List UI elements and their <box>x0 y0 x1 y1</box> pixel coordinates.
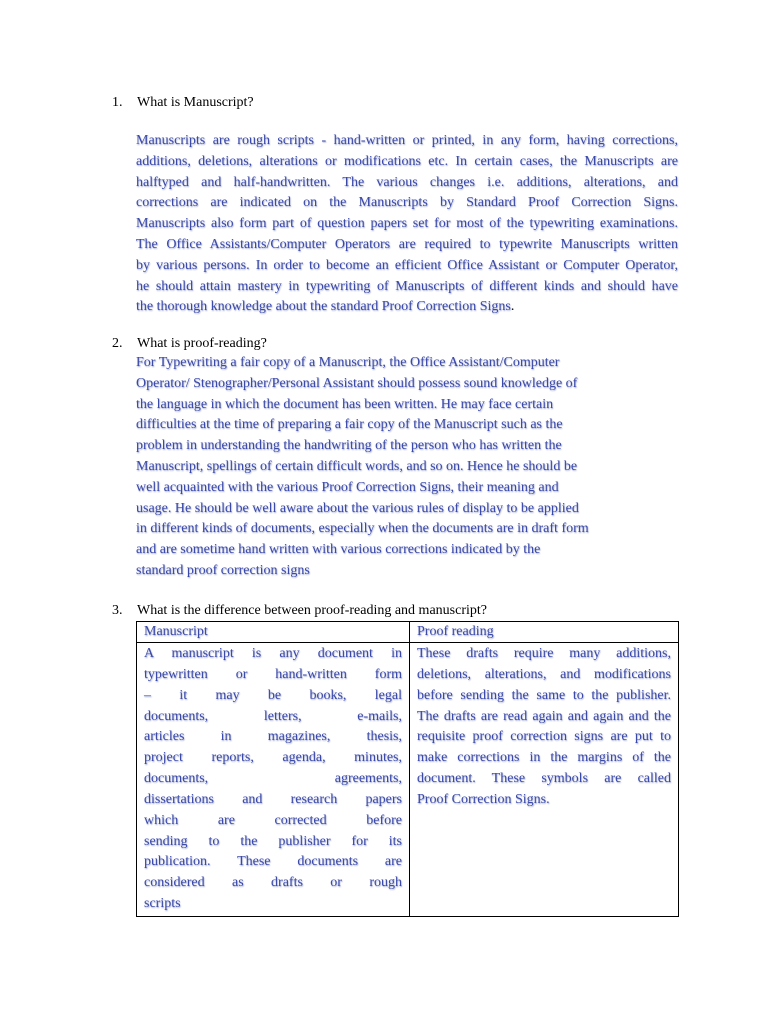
answer-2-line: usage. He should be well aware about the various rules of display to be applied <box>136 500 579 516</box>
cell-line: dissertations and research papers <box>144 791 402 807</box>
answer-2-line: and are sometime hand written with various corrections indicated by the <box>136 542 541 558</box>
table-row <box>137 643 679 917</box>
cell-line: deletions, alterations, and modifications <box>417 666 671 682</box>
answer-1 <box>136 131 678 318</box>
cell-line: sending to the publisher for its <box>144 833 402 849</box>
cell-line: considered as drafts or rough <box>144 875 402 891</box>
cell-line: make corrections in the margins of the <box>417 750 671 766</box>
comparison-table <box>136 621 679 917</box>
cell-line: Proof Correction Signs. <box>417 791 550 807</box>
answer-2-line: For Typewriting a fair copy of a Manuscript, the Office Assistant/Computer <box>136 355 560 370</box>
cell-proof-reading <box>410 643 679 917</box>
cell-line: articles in magazines, thesis, <box>144 729 402 745</box>
answer-1-line: Manuscripts are rough scripts - hand-written or printed, in any form, having corrections, <box>136 133 678 148</box>
header-proof-reading: Proof reading <box>410 622 679 643</box>
answer-1-line: he should attain mastery in typewriting of Manuscripts of different kinds and should have <box>136 278 678 294</box>
answer-1-line: additions, deletions, alterations or modifications etc. In certain cases, the Manuscripts are <box>136 153 678 169</box>
question-1-number: 1. <box>112 95 123 110</box>
answer-1-line: halftyped and half-handwritten. The various changes i.e. additions, alterations, and <box>136 174 678 190</box>
answer-2 <box>136 353 626 582</box>
answer-2-line: Manuscript, spellings of certain difficult words, and so on. Hence he should be <box>136 458 578 474</box>
question-3-text: What is the difference between proof-reading and manuscript? <box>137 603 487 618</box>
answer-1-line: The Office Assistants/Computer Operators are required to typewrite Manuscripts written <box>136 236 678 252</box>
header-manuscript: Manuscript <box>137 622 410 643</box>
answer-2-line: difficulties at the time of preparing a fair copy of the Manuscript such as the <box>136 417 563 433</box>
cell-line: typewritten or hand-written form <box>144 666 402 682</box>
question-3 <box>112 600 487 621</box>
question-3-number: 3. <box>112 603 123 618</box>
cell-line: The drafts are read again and again and the <box>417 708 671 724</box>
answer-2-line: Operator/ Stenographer/Personal Assistant should possess sound knowledge of <box>136 375 578 391</box>
cell-line: scripts <box>144 896 181 912</box>
question-1 <box>112 92 254 113</box>
question-2-number: 2. <box>112 336 123 351</box>
table-header-row <box>137 622 679 643</box>
answer-2-line: the language in which the document has been written. He may face certain <box>136 396 554 412</box>
answer-1-line: corrections are indicated on the Manuscripts by Standard Proof Correction Signs. <box>136 195 678 211</box>
cell-manuscript <box>137 643 410 917</box>
cell-line: publication. These documents are <box>144 854 402 870</box>
cell-line: A manuscript is any document in <box>144 646 402 661</box>
question-2-text: What is proof-reading? <box>137 336 267 351</box>
answer-2-line: well acquainted with the various Proof Correction Signs, their meaning and <box>136 479 559 495</box>
answer-1-line: the thorough knowledge about the standard Proof Correction Signs <box>136 299 511 315</box>
question-2 <box>112 333 267 354</box>
answer-2-line: problem in understanding the handwriting of the person who has written the <box>136 438 562 454</box>
cell-line: document. These symbols are called <box>417 771 671 787</box>
cell-line: documents, agreements, <box>144 771 402 787</box>
cell-line: project reports, agenda, minutes, <box>144 750 402 766</box>
cell-line: These drafts require many additions, <box>417 646 671 661</box>
answer-1-line: by various persons. In order to become an efficient Office Assistant or Computer Operator, <box>136 257 678 273</box>
cell-line: which are corrected before <box>144 812 402 828</box>
answer-1-period: . <box>510 299 515 315</box>
cell-line: documents, letters, e-mails, <box>144 708 402 724</box>
answer-1-line: Manuscripts also form part of question papers set for most of the typewriting examinations. <box>136 216 678 232</box>
cell-line: before sending the same to the publisher. <box>417 687 671 703</box>
question-1-text: What is Manuscript? <box>137 95 254 110</box>
answer-2-line: standard proof correction signs <box>136 562 310 578</box>
answer-2-line: in different kinds of documents, especially when the documents are in draft form <box>136 521 589 537</box>
answer-1-last-line <box>136 297 678 318</box>
cell-line: – it may be books, legal <box>144 687 402 703</box>
cell-line: requisite proof correction signs are put to <box>417 729 671 745</box>
